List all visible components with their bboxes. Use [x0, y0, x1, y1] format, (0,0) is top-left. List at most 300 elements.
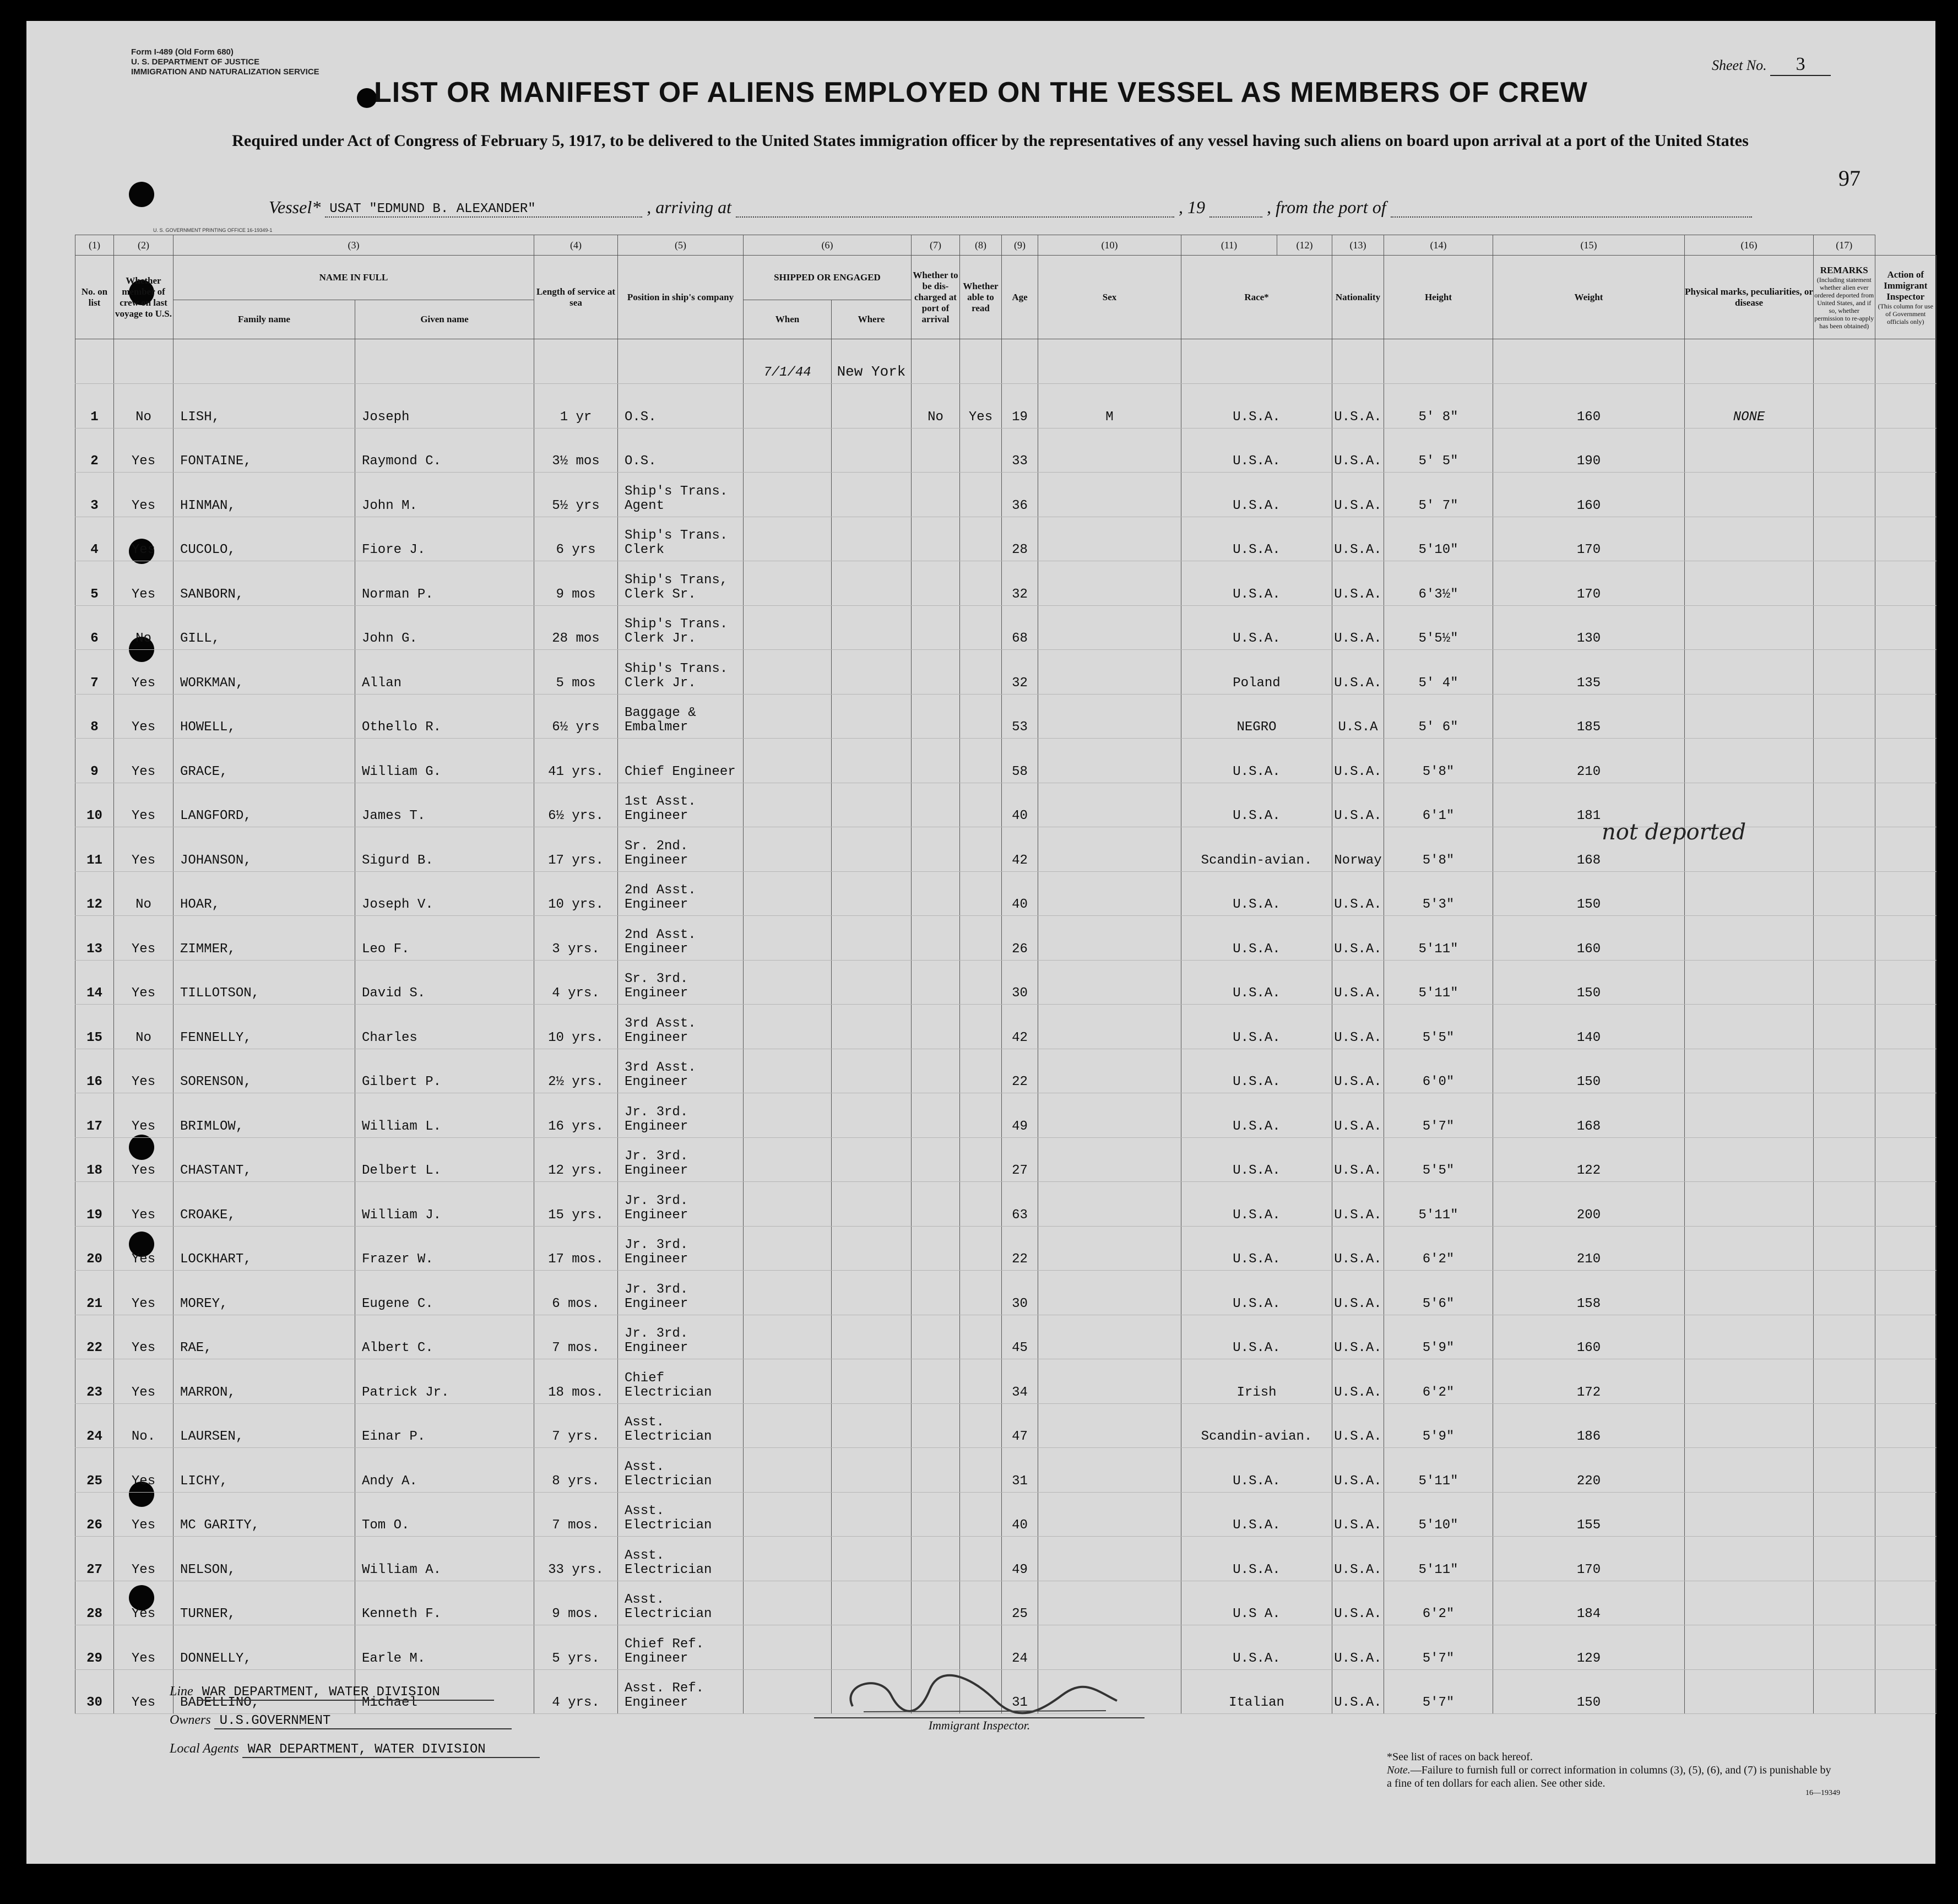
physical-marks-cell: NONE [1685, 384, 1814, 428]
punch-hole [129, 182, 154, 207]
crew-row [75, 739, 1937, 783]
age-cell: 32 [1002, 561, 1038, 606]
form-number: Form I-489 (Old Form 680) [131, 47, 234, 57]
family-name-cell: SORENSON, [173, 1049, 355, 1093]
last-voyage-cell: Yes [114, 1492, 173, 1537]
family-name-cell: BADELLINO, [173, 1669, 355, 1714]
column-number: (6) [744, 235, 912, 256]
crew-row [75, 1492, 1937, 1537]
row-number: 30 [75, 1669, 114, 1714]
row-number: 6 [75, 605, 114, 650]
height-cell: 5'11" [1384, 916, 1493, 961]
family-name-cell: CHASTANT, [173, 1137, 355, 1182]
where-cell [832, 517, 912, 561]
weight-cell: 135 [1493, 650, 1685, 695]
header-discharged: Whether to be dis-charged at port of arrival [912, 256, 960, 339]
height-cell: 6'0" [1384, 1049, 1493, 1093]
when-cell [744, 916, 832, 961]
given-name-cell: Charles [355, 1005, 534, 1049]
position-cell: Jr. 3rd. Engineer [618, 1271, 744, 1315]
discharged-cell [912, 1581, 960, 1625]
weight-cell: 186 [1493, 1403, 1685, 1448]
action-subtitle: (This column for use of Government officials only) [1878, 302, 1933, 326]
weight-cell: 160 [1493, 384, 1685, 428]
family-name-cell: GILL, [173, 605, 355, 650]
remarks-cell [1814, 871, 1875, 916]
age-cell: 40 [1002, 871, 1038, 916]
discharged-cell [912, 916, 960, 961]
inspector-action-cell [1875, 916, 1937, 961]
age-cell: 68 [1002, 605, 1038, 650]
crew-row [75, 561, 1937, 606]
position-cell: 1st Asst. Engineer [618, 783, 744, 827]
service-length-cell: 12 yrs. [534, 1137, 618, 1182]
where-cell [832, 605, 912, 650]
when-cell [744, 1581, 832, 1625]
service-length-cell: 2½ yrs. [534, 1049, 618, 1093]
discharged-cell [912, 1537, 960, 1581]
service-length-cell: 3½ mos [534, 428, 618, 473]
remarks-cell [1814, 1093, 1875, 1138]
sex-cell [1038, 428, 1181, 473]
column-number: (12) [1277, 235, 1332, 256]
when-cell [744, 694, 832, 739]
weight-cell: 172 [1493, 1359, 1685, 1404]
given-name-cell: Othello R. [355, 694, 534, 739]
family-name-cell: WORKMAN, [173, 650, 355, 695]
where-cell [832, 1271, 912, 1315]
service-length-cell: 5 mos [534, 650, 618, 695]
age-cell: 42 [1002, 1005, 1038, 1049]
race-cell: U.S.A. [1181, 1537, 1332, 1581]
when-cell [744, 1315, 832, 1359]
last-voyage-cell: Yes [114, 1315, 173, 1359]
crew-row [75, 1049, 1937, 1093]
discharged-cell [912, 1403, 960, 1448]
sex-cell [1038, 871, 1181, 916]
last-voyage-cell: Yes [114, 1093, 173, 1138]
height-cell: 5'11" [1384, 1537, 1493, 1581]
remarks-handwritten-note: not deported [1602, 820, 1747, 845]
when-cell [744, 428, 832, 473]
race-cell: U.S.A. [1181, 1182, 1332, 1227]
discharged-cell [912, 561, 960, 606]
remarks-cell [1814, 1537, 1875, 1581]
crew-row [75, 1403, 1937, 1448]
sex-cell [1038, 473, 1181, 517]
able-to-read-cell [960, 1537, 1002, 1581]
physical-marks-cell [1685, 1271, 1814, 1315]
weight-cell: 170 [1493, 561, 1685, 606]
position-cell: Asst. Ref. Engineer [618, 1669, 744, 1714]
vessel-label: Vessel* [269, 197, 321, 217]
inspector-action-cell [1875, 605, 1937, 650]
family-name-cell: LANGFORD, [173, 783, 355, 827]
sex-cell [1038, 517, 1181, 561]
able-to-read-cell [960, 1403, 1002, 1448]
sex-cell [1038, 783, 1181, 827]
when-cell [744, 739, 832, 783]
remarks-cell [1814, 1226, 1875, 1271]
header-able-read: Whether able to read [960, 256, 1002, 339]
year-label: , 19 [1178, 197, 1205, 217]
nationality-cell: U.S.A. [1332, 384, 1384, 428]
column-number: (5) [618, 235, 744, 256]
given-name-cell: Norman P. [355, 561, 534, 606]
when-cell [744, 1492, 832, 1537]
physical-marks-cell [1685, 1005, 1814, 1049]
weight-cell: 220 [1493, 1448, 1685, 1493]
physical-marks-cell [1685, 473, 1814, 517]
crew-row [75, 1581, 1937, 1625]
weight-cell: 150 [1493, 1049, 1685, 1093]
given-name-cell: Allan [355, 650, 534, 695]
able-to-read-cell [960, 1492, 1002, 1537]
column-header-row [75, 256, 1937, 300]
when-cell [744, 1182, 832, 1227]
sheet-label: Sheet No. [1712, 57, 1767, 73]
inspector-label: Immigrant Inspector. [814, 1717, 1145, 1733]
position-cell: Asst. Electrician [618, 1581, 744, 1625]
nationality-cell: U.S.A. [1332, 1537, 1384, 1581]
header-physical-marks: Physical marks, peculiarities, or disease [1685, 256, 1814, 339]
service-length-cell: 9 mos. [534, 1581, 618, 1625]
race-cell: NEGRO [1181, 694, 1332, 739]
family-name-cell: HOWELL, [173, 694, 355, 739]
when-cell [744, 960, 832, 1005]
given-name-cell: Michael [355, 1669, 534, 1714]
physical-marks-cell [1685, 605, 1814, 650]
family-name-cell: MARRON, [173, 1359, 355, 1404]
arriving-label: , arriving at [647, 197, 731, 217]
family-name-cell: HOAR, [173, 871, 355, 916]
height-cell: 5' 5" [1384, 428, 1493, 473]
sex-cell [1038, 650, 1181, 695]
physical-marks-cell [1685, 1137, 1814, 1182]
last-voyage-cell: Yes [114, 1049, 173, 1093]
service-length-cell: 28 mos [534, 605, 618, 650]
service-length-cell: 7 yrs. [534, 1403, 618, 1448]
sex-cell [1038, 916, 1181, 961]
row-number: 26 [75, 1492, 114, 1537]
physical-marks-cell [1685, 1359, 1814, 1404]
crew-row [75, 960, 1937, 1005]
footer-notes [1387, 1750, 1838, 1790]
last-voyage-cell: No. [114, 1403, 173, 1448]
inspector-action-cell [1875, 694, 1937, 739]
weight-cell: 200 [1493, 1182, 1685, 1227]
age-cell: 22 [1002, 1049, 1038, 1093]
nationality-cell: U.S.A. [1332, 1403, 1384, 1448]
note-label: Note. [1387, 1764, 1411, 1776]
height-cell: 5'5½" [1384, 605, 1493, 650]
age-cell: 30 [1002, 1271, 1038, 1315]
race-cell: U.S.A. [1181, 1315, 1332, 1359]
inspector-action-cell [1875, 1137, 1937, 1182]
height-cell: 5'8" [1384, 827, 1493, 872]
position-cell: Sr. 3rd. Engineer [618, 960, 744, 1005]
header-where: Where [832, 300, 912, 339]
remarks-cell [1814, 605, 1875, 650]
discharged-cell [912, 1448, 960, 1493]
where-cell [832, 1226, 912, 1271]
row-number: 14 [75, 960, 114, 1005]
page-subtitle: Required under Act of Congress of February 5, 1917, to be delivered to the United States immigration officer by the representatives of any vessel having such aliens on board upon arrival at a port of the United States [232, 132, 1749, 150]
service-length-cell: 3 yrs. [534, 916, 618, 961]
family-name-cell: HINMAN, [173, 473, 355, 517]
able-to-read-cell [960, 1359, 1002, 1404]
remarks-cell [1814, 1271, 1875, 1315]
height-cell: 5'11" [1384, 960, 1493, 1005]
given-name-cell: William L. [355, 1093, 534, 1138]
given-name-cell: Einar P. [355, 1403, 534, 1448]
last-voyage-cell: Yes [114, 916, 173, 961]
service-length-cell: 41 yrs. [534, 739, 618, 783]
nationality-cell: Norway [1332, 827, 1384, 872]
able-to-read-cell [960, 1226, 1002, 1271]
given-name-cell: James T. [355, 783, 534, 827]
row-number: 19 [75, 1182, 114, 1227]
weight-cell: 210 [1493, 1226, 1685, 1271]
row-number: 24 [75, 1403, 114, 1448]
position-cell: 2nd Asst. Engineer [618, 871, 744, 916]
nationality-cell: U.S.A. [1332, 1271, 1384, 1315]
sex-cell [1038, 1537, 1181, 1581]
row-number: 17 [75, 1093, 114, 1138]
row-number: 10 [75, 783, 114, 827]
last-voyage-cell: No [114, 384, 173, 428]
service-length-cell: 10 yrs. [534, 871, 618, 916]
inspector-action-cell [1875, 517, 1937, 561]
inspector-action-cell [1875, 1492, 1937, 1537]
sex-cell [1038, 1448, 1181, 1493]
family-name-cell: LAURSEN, [173, 1403, 355, 1448]
age-cell: 30 [1002, 960, 1038, 1005]
nationality-cell: U.S.A. [1332, 1226, 1384, 1271]
age-cell: 49 [1002, 1537, 1038, 1581]
header-nationality: Nationality [1332, 256, 1384, 339]
given-name-cell: Albert C. [355, 1315, 534, 1359]
row-number: 22 [75, 1315, 114, 1359]
last-voyage-cell: Yes [114, 1271, 173, 1315]
header-when: When [744, 300, 832, 339]
remarks-cell [1814, 1625, 1875, 1670]
nationality-cell: U.S.A. [1332, 1448, 1384, 1493]
remarks-subtitle: (Including statement whether alien ever ordered deported from United States, and if so, whether permission to re-apply has been obtained) [1814, 275, 1874, 330]
nationality-cell: U.S.A. [1332, 561, 1384, 606]
height-cell: 5'9" [1384, 1315, 1493, 1359]
row-number: 23 [75, 1359, 114, 1404]
sex-cell: M [1038, 384, 1181, 428]
column-number: (2) [114, 235, 173, 256]
able-to-read-cell [960, 827, 1002, 872]
discharged-cell [912, 783, 960, 827]
footer-local-agents [170, 1742, 540, 1758]
able-to-read-cell [960, 1315, 1002, 1359]
able-to-read-cell [960, 694, 1002, 739]
nationality-cell: U.S.A. [1332, 650, 1384, 695]
race-cell: U.S.A. [1181, 916, 1332, 961]
family-name-cell: FONTAINE, [173, 428, 355, 473]
header-race: Race* [1181, 256, 1332, 339]
given-name-cell: Earle M. [355, 1625, 534, 1670]
agents-value: WAR DEPARTMENT, WATER DIVISION [242, 1742, 540, 1758]
discharged-cell [912, 960, 960, 1005]
inspector-action-cell [1875, 1315, 1937, 1359]
able-to-read-cell [960, 1005, 1002, 1049]
given-name-cell: John G. [355, 605, 534, 650]
nationality-cell: U.S.A. [1332, 960, 1384, 1005]
where-cell [832, 428, 912, 473]
last-voyage-cell: Yes [114, 960, 173, 1005]
crew-row [75, 1005, 1937, 1049]
discharged-cell [912, 428, 960, 473]
crew-row [75, 1271, 1937, 1315]
discharged-cell [912, 650, 960, 695]
physical-marks-cell [1685, 960, 1814, 1005]
crew-row [75, 1137, 1937, 1182]
able-to-read-cell [960, 473, 1002, 517]
header-given-name: Given name [355, 300, 534, 339]
weight-cell: 170 [1493, 517, 1685, 561]
physical-marks-cell [1685, 1492, 1814, 1537]
race-cell: U.S.A. [1181, 561, 1332, 606]
race-cell: Poland [1181, 650, 1332, 695]
service-length-cell: 7 mos. [534, 1315, 618, 1359]
year-value [1209, 200, 1262, 218]
line-label: Line [170, 1684, 193, 1699]
inspector-action-cell [1875, 739, 1937, 783]
height-cell: 6'2" [1384, 1581, 1493, 1625]
race-cell: U.S.A. [1181, 384, 1332, 428]
service-length-cell: 5 yrs. [534, 1625, 618, 1670]
where-cell [832, 827, 912, 872]
printer-imprint: U. S. GOVERNMENT PRINTING OFFICE 16-19349-1 [153, 227, 273, 233]
race-cell: Scandin-avian. [1181, 827, 1332, 872]
remarks-title: REMARKS [1820, 264, 1868, 275]
nationality-cell: U.S.A. [1332, 517, 1384, 561]
sex-cell [1038, 605, 1181, 650]
crew-row [75, 1226, 1937, 1271]
weight-cell: 158 [1493, 1271, 1685, 1315]
family-name-cell: DONNELLY, [173, 1625, 355, 1670]
last-voyage-cell: Yes [114, 1359, 173, 1404]
remarks-cell [1814, 1182, 1875, 1227]
discharged-cell [912, 694, 960, 739]
weight-cell: 170 [1493, 1537, 1685, 1581]
when-cell [744, 871, 832, 916]
given-name-cell: William G. [355, 739, 534, 783]
family-name-cell: MOREY, [173, 1271, 355, 1315]
sex-cell [1038, 1005, 1181, 1049]
row-number: 25 [75, 1448, 114, 1493]
sex-cell [1038, 1359, 1181, 1404]
race-cell: U.S.A. [1181, 605, 1332, 650]
last-voyage-cell: Yes [114, 739, 173, 783]
column-number: (10) [1038, 235, 1181, 256]
last-voyage-cell: Yes [114, 561, 173, 606]
sex-cell [1038, 739, 1181, 783]
height-cell: 6'2" [1384, 1226, 1493, 1271]
form-department: U. S. DEPARTMENT OF JUSTICE [131, 57, 260, 67]
row-number: 27 [75, 1537, 114, 1581]
discharged-cell [912, 1093, 960, 1138]
last-voyage-cell: Yes [114, 1182, 173, 1227]
nationality-cell: U.S.A. [1332, 916, 1384, 961]
position-cell: 2nd Asst. Engineer [618, 916, 744, 961]
family-name-cell: LICHY, [173, 1448, 355, 1493]
column-number: (17) [1814, 235, 1875, 256]
able-to-read-cell [960, 1581, 1002, 1625]
position-cell: Asst. Electrician [618, 1492, 744, 1537]
inspector-action-cell [1875, 1049, 1937, 1093]
column-number: (16) [1685, 235, 1814, 256]
where-cell [832, 694, 912, 739]
family-name-cell: SANBORN, [173, 561, 355, 606]
nationality-cell: U.S.A. [1332, 739, 1384, 783]
where-cell [832, 1359, 912, 1404]
last-voyage-cell: Yes [114, 1537, 173, 1581]
discharged-cell [912, 605, 960, 650]
physical-marks-cell [1685, 1093, 1814, 1138]
remarks-cell [1814, 1049, 1875, 1093]
family-name-cell: LOCKHART, [173, 1226, 355, 1271]
inspector-action-cell [1875, 1182, 1937, 1227]
sex-cell [1038, 1049, 1181, 1093]
position-cell: 3rd Asst. Engineer [618, 1005, 744, 1049]
given-name-cell: Sigurd B. [355, 827, 534, 872]
crew-row [75, 1448, 1937, 1493]
remarks-cell [1814, 473, 1875, 517]
last-voyage-cell: Yes [114, 650, 173, 695]
crew-table [75, 235, 1937, 1714]
column-number: (7) [912, 235, 960, 256]
position-cell: Baggage & Embalmer [618, 694, 744, 739]
where-cell [832, 650, 912, 695]
age-cell: 33 [1002, 428, 1038, 473]
weight-cell: 130 [1493, 605, 1685, 650]
last-voyage-cell: Yes [114, 1581, 173, 1625]
given-name-cell: Joseph [355, 384, 534, 428]
last-voyage-cell: Yes [114, 1137, 173, 1182]
where-cell [832, 561, 912, 606]
remarks-cell [1814, 916, 1875, 961]
remarks-cell [1814, 1359, 1875, 1404]
service-length-cell: 5½ yrs [534, 473, 618, 517]
able-to-read-cell [960, 783, 1002, 827]
position-cell: 3rd Asst. Engineer [618, 1049, 744, 1093]
service-length-cell: 33 yrs. [534, 1537, 618, 1581]
service-length-cell: 7 mos. [534, 1492, 618, 1537]
able-to-read-cell [960, 1271, 1002, 1315]
weight-cell: 168 [1493, 827, 1685, 872]
inspector-action-cell [1875, 384, 1937, 428]
given-name-cell: Delbert L. [355, 1137, 534, 1182]
last-voyage-cell: Yes [114, 783, 173, 827]
where-cell [832, 1182, 912, 1227]
when-cell [744, 650, 832, 695]
given-name-cell: John M. [355, 473, 534, 517]
crew-table-body [75, 339, 1937, 1714]
sheet-number-field [1712, 54, 1831, 76]
age-cell: 27 [1002, 1137, 1038, 1182]
age-cell: 36 [1002, 473, 1038, 517]
when-cell [744, 517, 832, 561]
nationality-cell: U.S.A. [1332, 428, 1384, 473]
position-cell: Asst. Electrician [618, 1403, 744, 1448]
position-cell: Jr. 3rd. Engineer [618, 1315, 744, 1359]
where-cell [832, 1581, 912, 1625]
